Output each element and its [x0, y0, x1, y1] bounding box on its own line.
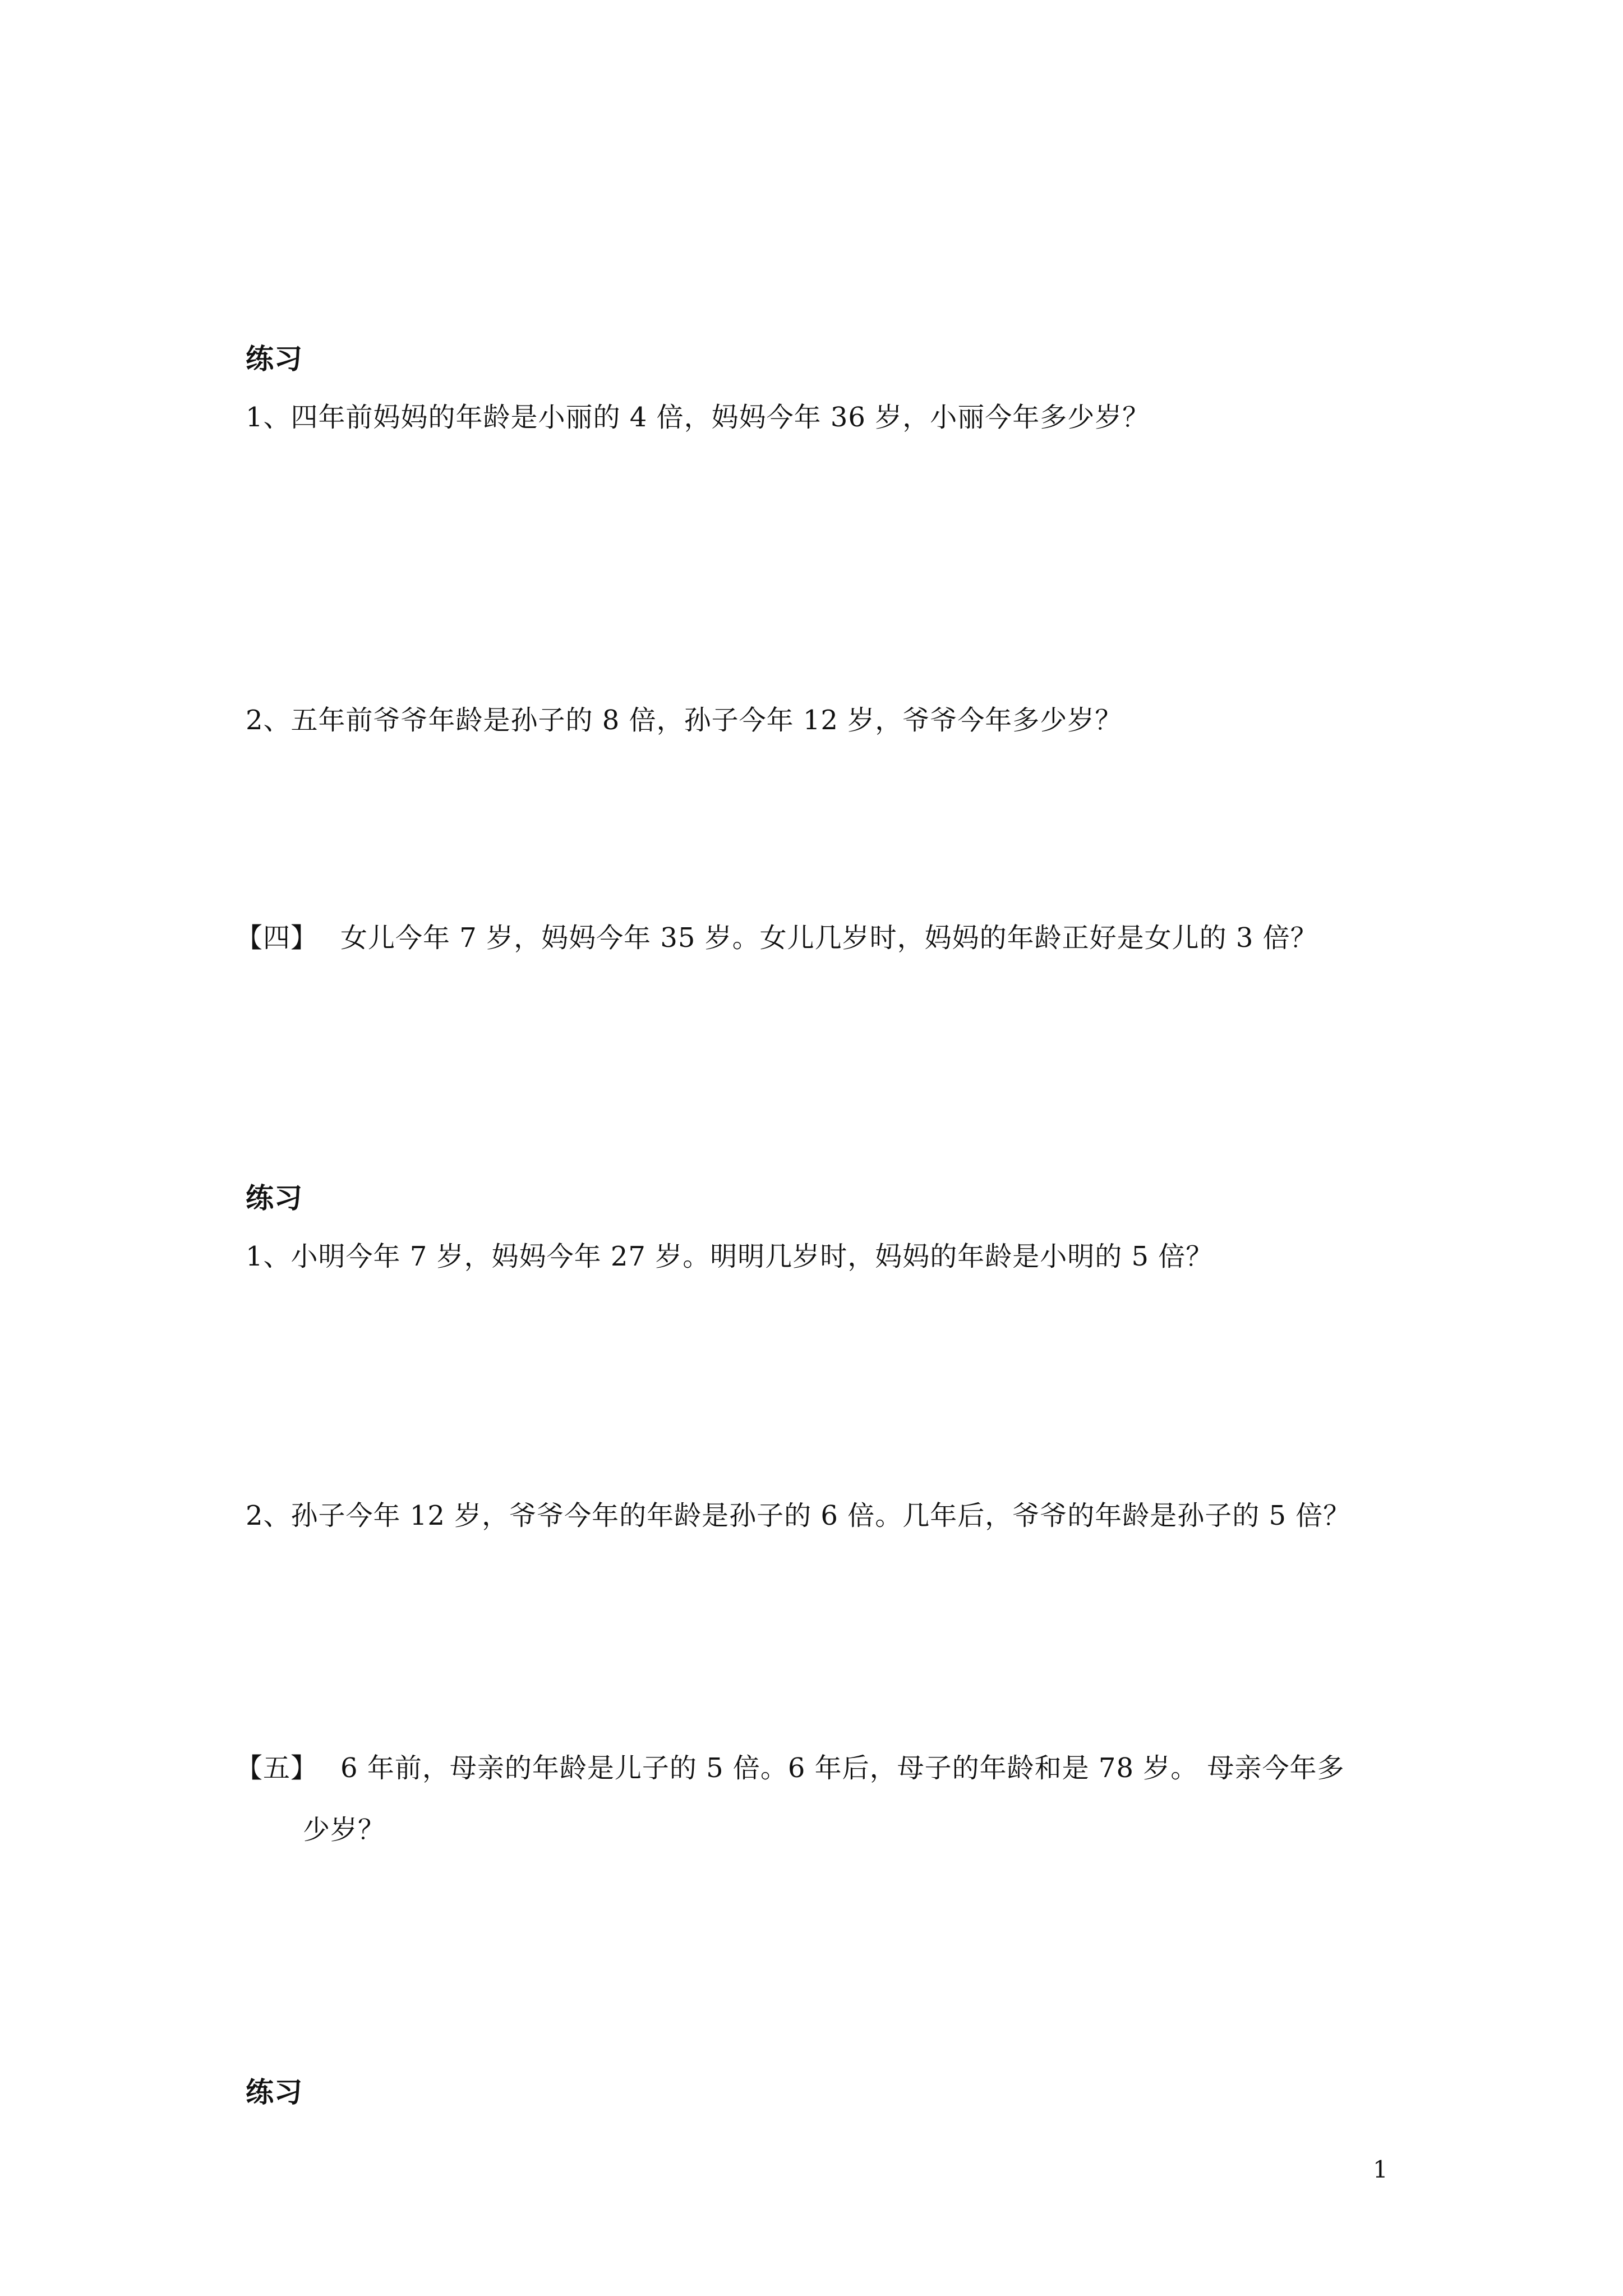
example-4	[236, 920, 1318, 956]
practice-heading-3: 练习	[246, 2076, 303, 2109]
example-5-line-2: 少岁？	[303, 1814, 386, 1846]
practice-2-question-2: 2、孙子今年 12 岁，爷爷今年的年龄是孙子的 6 倍。几年后，爷爷的年龄是孙子的 5 倍？	[246, 1500, 1351, 1531]
page-number: 1	[1373, 2156, 1388, 2183]
practice-1-question-2: 2、五年前爷爷年龄是孙子的 8 倍，孙子今年 12 岁，爷爷今年多少岁？	[246, 705, 1123, 736]
practice-2-question-1: 1、小明今年 7 岁，妈妈今年 27 岁。明明几岁时，妈妈的年龄是小明的 5 倍？	[246, 1241, 1214, 1272]
practice-heading-1: 练习	[246, 342, 303, 375]
practice-1-question-1: 1、四年前妈妈的年龄是小丽的 4 倍，妈妈今年 36 岁，小丽今年多少岁？	[246, 402, 1150, 433]
practice-heading-2: 练习	[246, 1181, 303, 1214]
example-4-label: 【四】	[236, 922, 319, 954]
example-5-label: 【五】	[236, 1752, 319, 1784]
example-5-line-1	[236, 1750, 1345, 1786]
example-4-text: 女儿今年 7 岁，妈妈今年 35 岁。女儿几岁时，妈妈的年龄正好是女儿的 3 倍？	[340, 922, 1318, 954]
example-5-text-1: 6 年前，母亲的年龄是儿子的 5 倍。6 年后，母子的年龄和是 78 岁。 母亲今年多	[340, 1752, 1345, 1784]
